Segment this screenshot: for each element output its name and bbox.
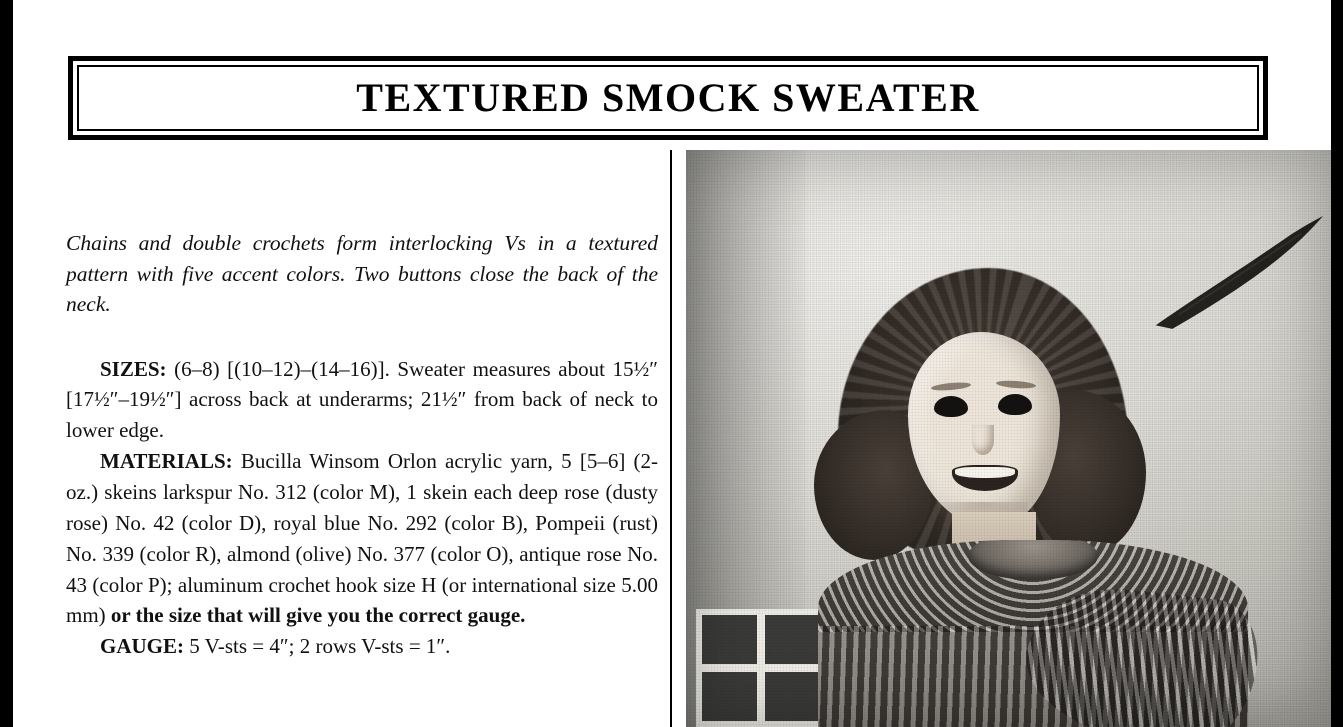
model-photo [686,150,1331,727]
model-figure [726,240,1286,727]
materials-paragraph [66,446,658,631]
sizes-text: (6–8) [(10–12)–(14–16)]. Sweater measures about 15½″ [17½″–19½″] across back at underarms; 21½″ from back of neck to lower edge. [66,356,658,443]
title-banner [68,56,1268,140]
sizes-label: SIZES: [100,356,167,381]
photo-canvas [686,150,1331,727]
sizes-paragraph [66,354,658,447]
page-edge-right [1331,0,1343,727]
eye-left [934,396,968,417]
left-text-column [66,228,658,662]
page-title: TEXTURED SMOCK SWEATER [356,75,980,120]
materials-gauge-note: or the size that will give you the correct gauge. [110,603,526,628]
instructions-block [66,354,658,663]
title-banner-inner [77,65,1259,131]
column-divider [670,150,672,727]
materials-text: Bucilla Winsom Orlon acrylic yarn, 5 [5–6] (2-oz.) skeins larkspur No. 312 (color M), 1 skein each deep rose (dusty rose) No. 42 (color D), royal blue No. 292 (color B), Pompeii (rust) No. 339 (color R), almond (olive) No. 377 (color O), antique rose No. 43 (color P); aluminum crochet hook size H (or international size 5.00 mm) [66,449,658,628]
eye-right [998,394,1032,415]
materials-label: MATERIALS: [100,449,233,474]
page-edge-left [0,0,13,727]
nose [972,425,994,455]
gauge-label: GAUGE: [100,634,184,659]
intro-paragraph: Chains and double crochets form interlocking Vs in a textured pattern with five accent colors. Two buttons close the back of the neck. [66,231,658,317]
teeth [955,467,1015,478]
gauge-paragraph [66,631,658,662]
gauge-text: 5 V-sts = 4″; 2 rows V-sts = 1″. [184,634,451,659]
